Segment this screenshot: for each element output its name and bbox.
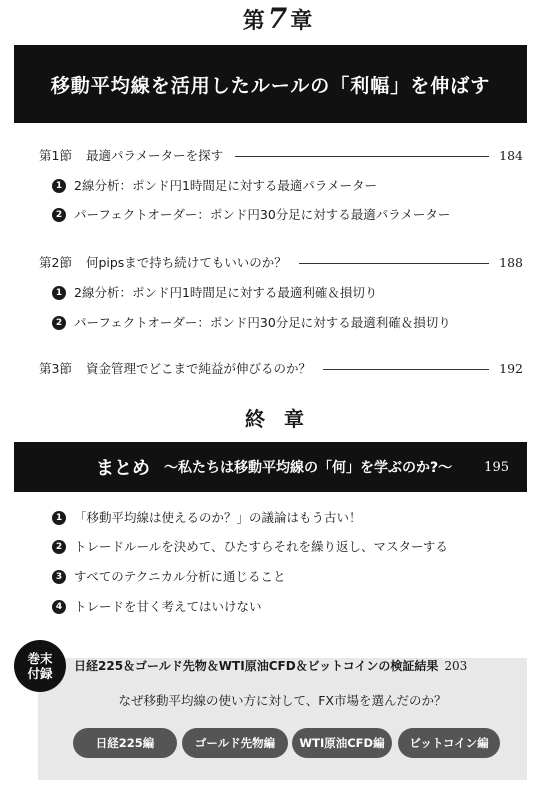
badge-line-2: 付録	[27, 666, 53, 681]
summary-title: まとめ	[96, 458, 150, 479]
section-label: 第3節	[39, 361, 72, 376]
summary-banner[interactable]	[14, 442, 527, 492]
subitem-text: パーフェクトオーダー：ポンド円30分足に対する最適利確＆損切り	[74, 315, 451, 330]
appendix-title-row[interactable]	[74, 656, 467, 676]
appendix-question: なぜ移動平均線の使い方に対して、FX市場を選んだのか？	[118, 693, 447, 708]
section-title: 最適パラメーターを探す	[85, 148, 224, 163]
summary-subtitle: 〜私たちは移動平均線の「何」を学ぶのか?〜	[164, 460, 453, 476]
circled-number-icon: 3	[52, 570, 66, 584]
toc-section-2[interactable]	[39, 253, 523, 273]
section-label: 第1節	[39, 148, 72, 163]
appendix-badge	[14, 640, 66, 692]
toc-section-3[interactable]	[39, 359, 523, 379]
appendix-title: 日経225＆ゴールド先物＆WTI原油CFD＆ビットコインの検証結果	[74, 659, 439, 673]
subitem-text: パーフェクトオーダー：ポンド円30分足に対する最適パラメーター	[74, 207, 451, 222]
chapter-number: 7	[267, 2, 288, 35]
section-title: 資金管理でどこまで純益が伸びるのか？	[85, 361, 311, 376]
section-label: 第2節	[39, 255, 72, 270]
pill-wti-crude[interactable]: WTI原油CFD編	[292, 728, 392, 758]
leader-line	[235, 156, 489, 157]
summary-item[interactable]	[52, 597, 262, 617]
page-number: 184	[499, 148, 523, 163]
circled-number-icon: 1	[52, 286, 66, 300]
circled-number-icon: 2	[52, 316, 66, 330]
chapter-title: 移動平均線を活用したルールの「利幅」を伸ばす	[50, 74, 491, 97]
subitem-text: 2線分析：ポンド円1時間足に対する最適パラメーター	[74, 178, 378, 193]
badge-line-1: 巻末	[27, 651, 53, 666]
circled-number-icon: 2	[52, 540, 66, 554]
leader-line	[323, 369, 489, 370]
toc-subitem[interactable]	[52, 283, 377, 303]
toc-section-1[interactable]	[39, 146, 523, 166]
summary-item[interactable]	[52, 537, 448, 557]
final-chapter-heading: 終 章	[245, 407, 310, 431]
chapter-suffix: 章	[290, 9, 313, 34]
page-number: 195	[484, 459, 509, 475]
circled-number-icon: 4	[52, 600, 66, 614]
page-number: 188	[499, 255, 523, 270]
circled-number-icon: 1	[52, 511, 66, 525]
summary-item[interactable]	[52, 508, 362, 528]
chapter-title-banner	[14, 45, 527, 123]
toc-subitem[interactable]	[52, 176, 377, 196]
appendix-panel	[38, 658, 527, 780]
summary-item-text: トレードを甘く考えてはいけない	[74, 599, 262, 614]
summary-item-text: トレードルールを決めて、ひたすらそれを繰り返し、マスターする	[74, 539, 448, 554]
page-number: 192	[499, 361, 523, 376]
toc-subitem[interactable]	[52, 205, 450, 225]
summary-item-text: 「移動平均線は使えるのか？」の議論はもう古い！	[74, 510, 362, 525]
circled-number-icon: 2	[52, 208, 66, 222]
subitem-text: 2線分析：ポンド円1時間足に対する最適利確＆損切り	[74, 285, 378, 300]
chapter-heading	[0, 2, 555, 39]
pill-nikkei225[interactable]: 日経225編	[73, 728, 177, 758]
pill-gold-futures[interactable]: ゴールド先物編	[182, 728, 288, 758]
pill-bitcoin[interactable]: ビットコイン編	[398, 728, 500, 758]
section-title: 何pipsまで持ち続けてもいいのか？	[85, 255, 287, 270]
summary-item-text: すべてのテクニカル分析に通じること	[74, 569, 286, 584]
toc-subitem[interactable]	[52, 313, 451, 333]
page-number: 203	[444, 659, 468, 673]
circled-number-icon: 1	[52, 179, 66, 193]
leader-line	[299, 263, 489, 264]
summary-item[interactable]	[52, 567, 286, 587]
chapter-prefix: 第	[242, 9, 265, 34]
